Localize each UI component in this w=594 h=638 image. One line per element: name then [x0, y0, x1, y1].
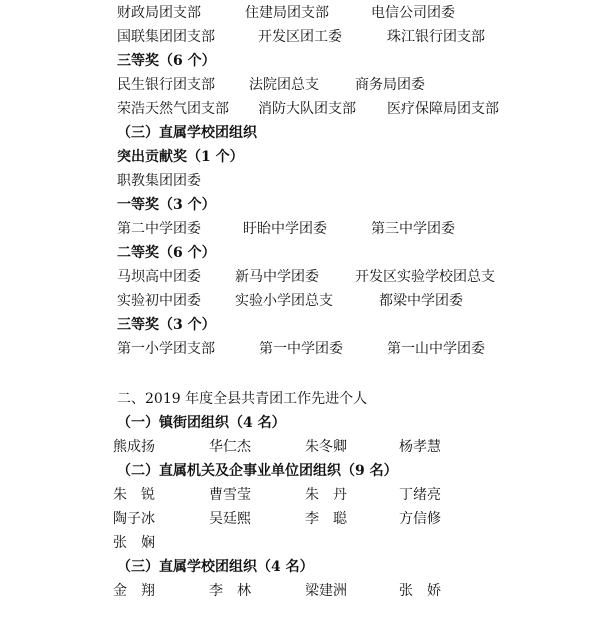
- person-name: 吴廷熙: [209, 511, 251, 527]
- winner-name: 电信公司团委: [371, 5, 455, 21]
- winner-name: 财政局团支部: [117, 5, 201, 21]
- winner-name: 第一小学团支部: [117, 341, 215, 357]
- person-name: 朱 丹: [305, 487, 347, 503]
- winner-name: 开发区团工委: [258, 29, 342, 45]
- subsection-heading: （一）镇街团组织（4 名）: [117, 415, 286, 431]
- winner-name: 第二中学团委: [117, 221, 201, 237]
- prize-heading: 二等奖（6 个）: [117, 245, 216, 261]
- winner-name: 荣浩天然气团支部: [117, 101, 229, 117]
- person-name: 陶子冰: [113, 511, 155, 527]
- prize-heading: 突出贡献奖（1 个）: [117, 149, 244, 165]
- person-name: 杨孝慧: [399, 439, 441, 455]
- person-name: 朱冬卿: [305, 439, 347, 455]
- winner-name: 实验小学团总支: [235, 293, 333, 309]
- person-name: 金 翔: [113, 583, 155, 599]
- winner-name: 商务局团委: [355, 77, 425, 93]
- winner-name: 都梁中学团委: [379, 293, 463, 309]
- winner-name: 职教集团团委: [117, 173, 201, 189]
- section-heading: （三）直属学校团组织: [117, 125, 257, 141]
- winner-name: 新马中学团委: [235, 269, 319, 285]
- winner-name: 珠江银行团支部: [387, 29, 485, 45]
- prize-heading: 一等奖（3 个）: [117, 197, 216, 213]
- winner-name: 第一中学团委: [259, 341, 343, 357]
- person-name: 华仁杰: [209, 439, 251, 455]
- subsection-heading: （二）直属机关及企事业单位团组织（9 名）: [117, 463, 398, 479]
- person-name: 李 林: [209, 583, 251, 599]
- person-name: 熊成扬: [113, 439, 155, 455]
- winner-name: 民生银行团支部: [117, 77, 215, 93]
- winner-name: 住建局团支部: [245, 5, 329, 21]
- winner-name: 盱眙中学团委: [243, 221, 327, 237]
- winner-name: 第一山中学团委: [387, 341, 485, 357]
- section-title: 二、2019 年度全县共青团工作先进个人: [117, 391, 368, 407]
- person-name: 朱 锐: [113, 487, 155, 503]
- person-name: 张 娴: [113, 535, 155, 551]
- person-name: 方信修: [399, 511, 441, 527]
- winner-name: 马坝高中团委: [117, 269, 201, 285]
- winner-name: 国联集团团支部: [117, 29, 215, 45]
- person-name: 梁建洲: [305, 583, 347, 599]
- winner-name: 消防大队团支部: [258, 101, 356, 117]
- prize-heading: 三等奖（6 个）: [117, 53, 216, 69]
- person-name: 李 聪: [305, 511, 347, 527]
- person-name: 丁绪亮: [399, 487, 441, 503]
- winner-name: 实验初中团委: [117, 293, 201, 309]
- person-name: 张 娇: [399, 583, 441, 599]
- subsection-heading: （三）直属学校团组织（4 名）: [117, 559, 314, 575]
- winner-name: 法院团总支: [249, 77, 319, 93]
- winner-name: 第三中学团委: [371, 221, 455, 237]
- winner-name: 医疗保障局团支部: [387, 101, 499, 117]
- winner-name: 开发区实验学校团总支: [355, 269, 495, 285]
- prize-heading: 三等奖（3 个）: [117, 317, 216, 333]
- person-name: 曹雪莹: [209, 487, 251, 503]
